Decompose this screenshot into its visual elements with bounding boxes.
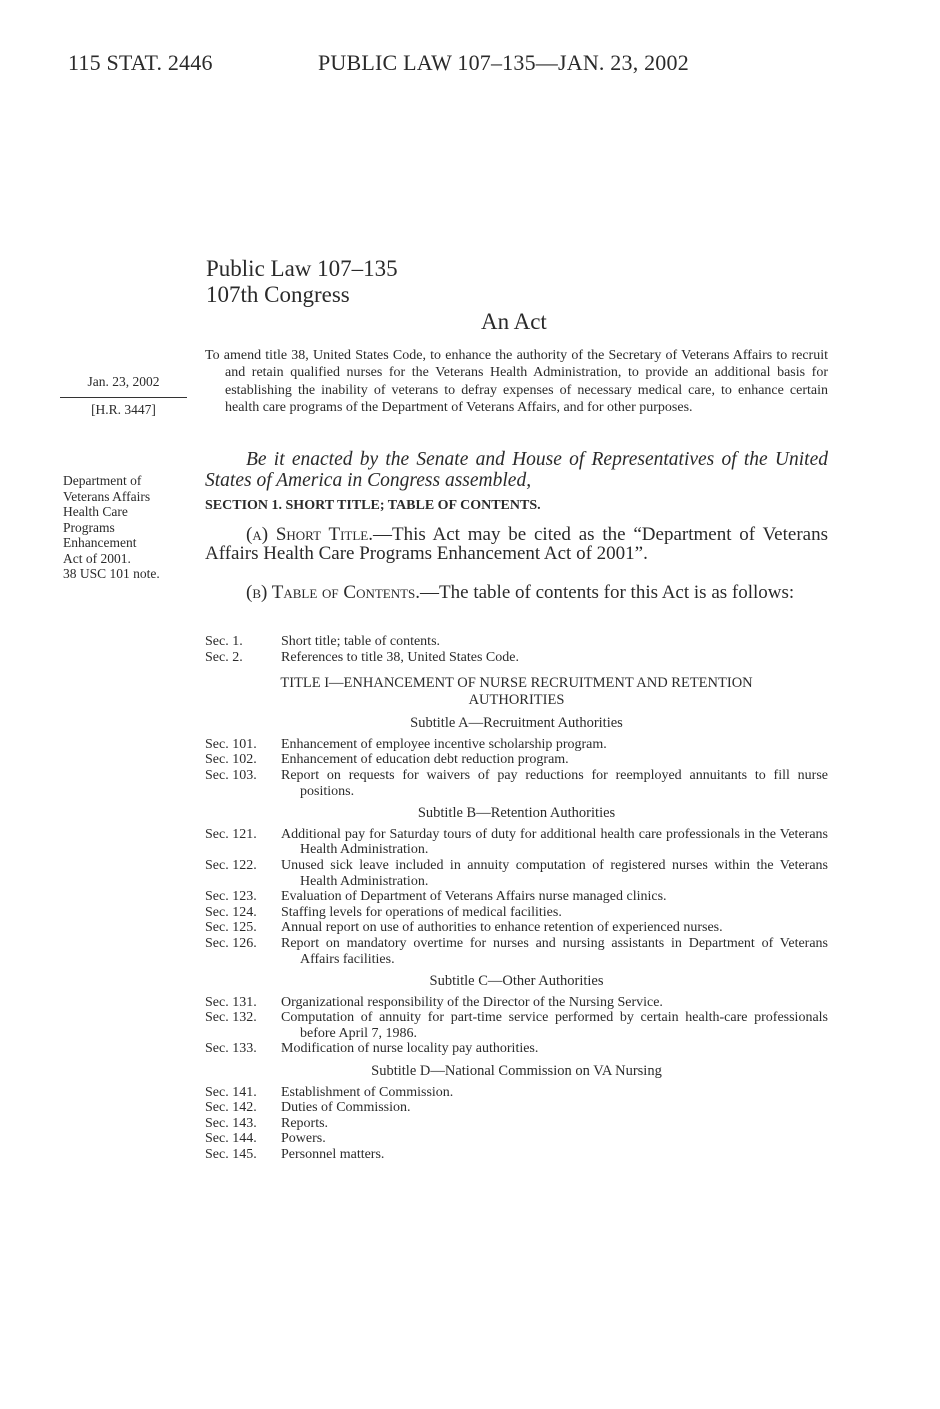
toc-section-number: Sec. 133. [205, 1041, 257, 1057]
paragraph-b-label: (b) Table of Contents. [246, 582, 421, 603]
toc-section-title: Unused sick leave included in annuity computation of registered nurses within the Veterans Health Administration. [281, 857, 828, 889]
toc-title-heading: TITLE I—ENHANCEMENT OF NURSE RECRUITMENT AND RETENTION AUTHORITIES [280, 675, 753, 709]
toc-section-title: Evaluation of Department of Veterans Affairs nurse managed clinics. [281, 889, 667, 905]
toc-entry [205, 936, 828, 967]
toc-section-number: Sec. 132. [205, 1010, 257, 1026]
paragraph-a-label: (a) Short Title. [246, 524, 373, 545]
toc-subtitle-heading: Subtitle C—Other Authorities [429, 973, 604, 990]
toc-section-number: Sec. 145. [205, 1147, 257, 1163]
toc-entry [205, 920, 828, 936]
toc-entry [205, 1116, 828, 1132]
toc-entry [205, 827, 828, 858]
toc-section-number: Sec. 125. [205, 920, 257, 936]
toc-section-number: Sec. 124. [205, 904, 257, 920]
margin-note-line: Programs [63, 519, 115, 535]
toc-section-number: Sec. 2. [205, 649, 243, 665]
toc-entry [205, 995, 828, 1011]
toc-entry [205, 752, 828, 768]
margin-note-line: 38 USC 101 note. [63, 566, 160, 581]
toc-section-number: Sec. 103. [205, 767, 257, 783]
table-of-contents [205, 634, 828, 1163]
toc-section-number: Sec. 122. [205, 857, 257, 873]
enacting-clause: Be it enacted by the Senate and House of Representatives of the United States of America in Congress assembled, [205, 449, 828, 491]
margin-note-line: Health Care [63, 504, 128, 519]
paragraph-b [205, 583, 828, 602]
toc-section-title: Report on requests for waivers of pay reductions for reemployed annuitants to fill nurse positions. [281, 767, 828, 799]
toc-section-title: References to title 38, United States Code. [281, 649, 519, 665]
toc-section-title: Annual report on use of authorities to enhance retention of experienced nurses. [281, 920, 723, 936]
toc-section-title: Establishment of Commission. [281, 1084, 454, 1100]
paragraph-a-text: —This Act may be cited as the “Department of Veterans Affairs Health Care Programs Enhancement Act of 2001”. [205, 524, 828, 564]
toc-entry [205, 858, 828, 889]
toc-entry [205, 1085, 828, 1101]
toc-entry [205, 1010, 828, 1041]
toc-section-number: Sec. 126. [205, 935, 257, 951]
toc-entry [205, 768, 828, 799]
purpose-text: To amend title 38, United States Code, to enhance the authority of the Secretary of Veterans Affairs to recruit and retain qualified nurses for the Veterans Health Administration, to provide an additional basis for establishing the inability of veterans to defray expenses of necessary medical care, to enhance certain health care programs of the Department of Veterans Affairs, and for other purposes. [205, 348, 828, 415]
toc-section-title: Computation of annuity for part-time service performed by certain health-care professionals before April 7, 1986. [281, 1010, 828, 1041]
public-law-number: Public Law 107–135 [206, 256, 398, 281]
margin-note [63, 473, 198, 582]
toc-section-number: Sec. 1. [205, 634, 243, 649]
toc-entry [205, 905, 828, 921]
section-heading: SECTION 1. SHORT TITLE; TABLE OF CONTENTS. [205, 498, 541, 513]
toc-entry [205, 1041, 828, 1057]
toc-section-title: Powers. [281, 1131, 326, 1147]
toc-section-title: Additional pay for Saturday tours of duty for additional health care professionals in the Veterans Health Administration. [281, 826, 828, 858]
toc-section-title: Enhancement of employee incentive scholarship program. [281, 736, 607, 752]
margin-note-line: Act of 2001. [63, 550, 131, 566]
margin-note-line: Veterans Affairs [63, 488, 151, 504]
running-title: PUBLIC LAW 107–135—JAN. 23, 2002 [318, 50, 689, 75]
toc-subtitle-heading: Subtitle B—Retention Authorities [417, 805, 616, 822]
margin-note-line: Enhancement [63, 535, 137, 550]
toc-section-title: Duties of Commission. [281, 1100, 411, 1116]
toc-section-title: Modification of nurse locality pay authorities. [281, 1041, 539, 1057]
toc-subtitle-heading: Subtitle D—National Commission on VA Nursing [371, 1063, 662, 1080]
toc-section-title: Enhancement of education debt reduction program. [281, 752, 569, 768]
toc-section-title: Personnel matters. [281, 1147, 385, 1163]
margin-date: Jan. 23, 2002 [87, 374, 160, 389]
margin-divider [60, 397, 187, 398]
toc-section-title: Organizational responsibility of the Director of the Nursing Service. [281, 994, 663, 1010]
stat-page-number: 115 STAT. 2446 [68, 50, 213, 75]
paragraph-b-text: —The table of contents for this Act is as follows: [420, 582, 795, 603]
toc-section-number: Sec. 102. [205, 752, 257, 768]
toc-entry [205, 1131, 828, 1147]
purpose-clause [205, 347, 828, 416]
toc-section-number: Sec. 121. [205, 826, 257, 842]
toc-entry [205, 1100, 828, 1116]
toc-section-title: Staffing levels for operations of medical facilities. [281, 904, 562, 920]
toc-entry [205, 889, 828, 905]
toc-section-title: Short title; table of contents. [281, 634, 441, 649]
toc-section-number: Sec. 141. [205, 1084, 257, 1100]
toc-section-title: Reports. [281, 1115, 329, 1131]
toc-section-number: Sec. 144. [205, 1131, 257, 1147]
margin-note-line: Department of [63, 473, 142, 488]
toc-section-title: Report on mandatory overtime for nurses and nursing assistants in Department of Veterans Affairs facilities. [281, 935, 828, 967]
act-label: An Act [481, 309, 547, 334]
toc-entry [205, 737, 828, 753]
toc-section-number: Sec. 142. [205, 1100, 257, 1116]
toc-entry [205, 634, 828, 650]
toc-entry [205, 1147, 828, 1163]
congress: 107th Congress [206, 282, 350, 307]
toc-section-number: Sec. 143. [205, 1115, 257, 1131]
toc-section-number: Sec. 131. [205, 994, 257, 1010]
margin-bill-number: [H.R. 3447] [91, 402, 156, 417]
toc-section-number: Sec. 101. [205, 736, 257, 752]
toc-section-number: Sec. 123. [205, 889, 257, 905]
toc-subtitle-heading: Subtitle A—Recruitment Authorities [410, 715, 623, 732]
paragraph-a [205, 525, 828, 563]
toc-entry [205, 650, 828, 666]
